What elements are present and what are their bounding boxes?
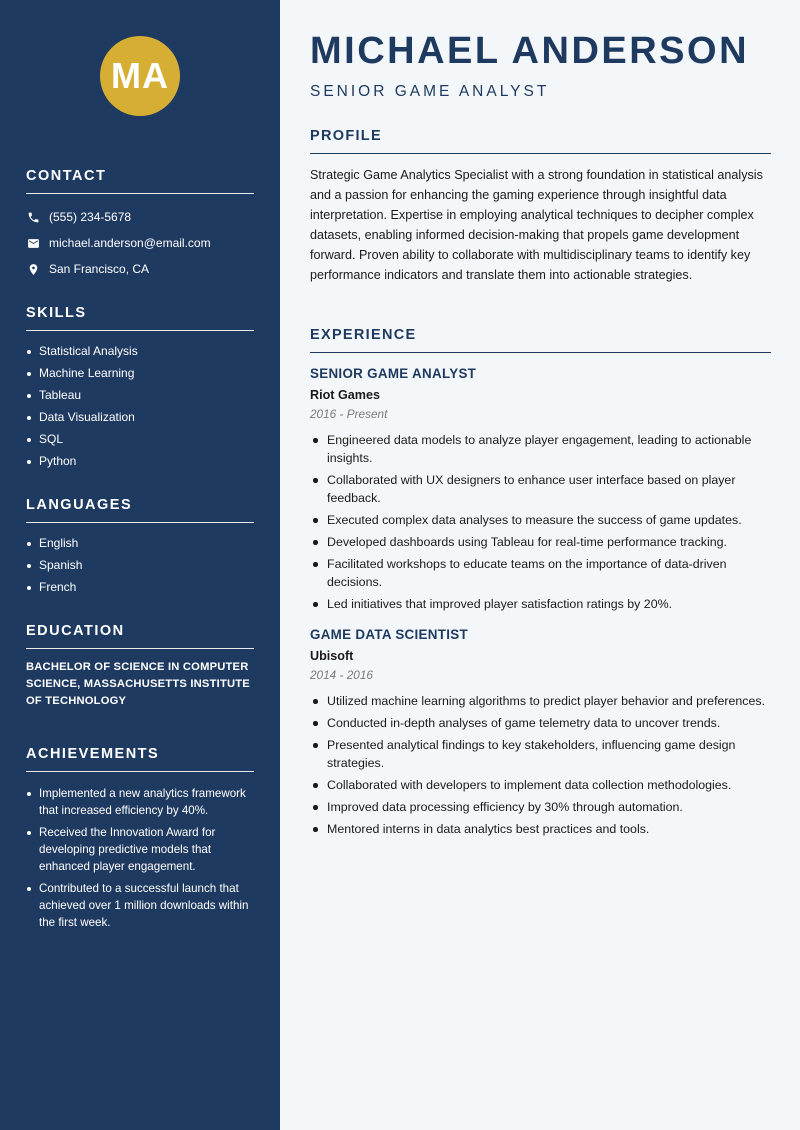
contact-list xyxy=(26,204,254,282)
contact-heading: CONTACT xyxy=(26,168,107,184)
job-bullet: Collaborated with developers to implement data collection methodologies. xyxy=(310,776,771,794)
job-bullet: Mentored interns in data analytics best practices and tools. xyxy=(310,820,771,838)
email-text: michael.anderson@email.com xyxy=(49,236,211,250)
achievement-item: Implemented a new analytics framework that increased efficiency by 40%. xyxy=(26,785,254,819)
skill-item: Statistical Analysis xyxy=(26,340,254,362)
achievements-heading: ACHIEVEMENTS xyxy=(26,746,160,762)
language-item: Spanish xyxy=(26,554,254,576)
contact-divider xyxy=(26,193,254,194)
job-bullet: Engineered data models to analyze player engagement, leading to actionable insights. xyxy=(310,431,771,467)
education-degree: BACHELOR OF SCIENCE IN COMPUTER SCIENCE, MASSACHUSETTS INSTITUTE OF TECHNOLOGY xyxy=(26,661,250,707)
education-section xyxy=(26,623,254,710)
achievements-section xyxy=(26,746,254,936)
job-entry xyxy=(310,366,771,613)
phone-text: (555) 234-5678 xyxy=(49,210,132,224)
skills-divider xyxy=(26,330,254,331)
language-item: English xyxy=(26,532,254,554)
skill-item: Machine Learning xyxy=(26,362,254,384)
education-heading: EDUCATION xyxy=(26,623,125,639)
location-text: San Francisco, CA xyxy=(49,262,150,276)
language-item: French xyxy=(26,576,254,598)
achievements-divider xyxy=(26,771,254,772)
achievements-list xyxy=(26,785,254,931)
job-bullets xyxy=(310,692,771,838)
experience-divider xyxy=(310,352,771,353)
job-bullet: Executed complex data analyses to measure the success of game updates. xyxy=(310,511,771,529)
achievement-item: Contributed to a successful launch that achieved over 1 million downloads within the first week. xyxy=(26,880,254,931)
sidebar xyxy=(0,0,280,1130)
location-pin-icon xyxy=(26,262,40,276)
candidate-name: MICHAEL ANDERSON xyxy=(310,30,750,72)
job-bullet: Improved data processing efficiency by 30% through automation. xyxy=(310,798,771,816)
avatar: MA xyxy=(100,36,180,116)
languages-list xyxy=(26,532,254,598)
candidate-title: SENIOR GAME ANALYST xyxy=(310,83,550,100)
skill-item: Tableau xyxy=(26,384,254,406)
education-divider xyxy=(26,648,254,649)
job-title: SENIOR GAME ANALYST xyxy=(310,366,477,381)
experience-heading: EXPERIENCE xyxy=(310,327,417,343)
job-entry xyxy=(310,627,771,838)
main-content xyxy=(280,0,800,1130)
profile-section xyxy=(310,128,771,285)
profile-text: Strategic Game Analytics Specialist with a strong foundation in statistical analysis and a passion for enhancing the gaming experience through insightful data interpretation. Expertise in employing analytical techniques to decipher complex datasets, enabling informed decision-making that propels game development forward. Proven ability to collaborate with multidisciplinary teams to identify key performance indicators and translate them into actionable strategies. xyxy=(310,168,763,282)
skills-section xyxy=(26,305,254,472)
job-bullet: Collaborated with UX designers to enhance user interface based on player feedback. xyxy=(310,471,771,507)
job-bullets xyxy=(310,431,771,613)
job-bullet: Led initiatives that improved player satisfaction ratings by 20%. xyxy=(310,595,771,613)
languages-section xyxy=(26,497,254,598)
experience-section xyxy=(310,327,771,842)
profile-divider xyxy=(310,153,771,154)
skill-item: Python xyxy=(26,450,254,472)
contact-phone xyxy=(26,204,254,230)
skills-list xyxy=(26,340,254,472)
job-bullet: Developed dashboards using Tableau for real-time performance tracking. xyxy=(310,533,771,551)
contact-email xyxy=(26,230,254,256)
job-bullet: Facilitated workshops to educate teams on the importance of data-driven decisions. xyxy=(310,555,771,591)
achievement-item: Received the Innovation Award for developing predictive models that enhanced player engagement. xyxy=(26,824,254,875)
job-company: Riot Games xyxy=(310,388,380,402)
skills-heading: SKILLS xyxy=(26,305,87,321)
job-bullet: Presented analytical findings to key stakeholders, influencing game design strategies. xyxy=(310,736,771,772)
job-bullet: Utilized machine learning algorithms to predict player behavior and preferences. xyxy=(310,692,771,710)
phone-icon xyxy=(26,210,40,224)
job-title: GAME DATA SCIENTIST xyxy=(310,627,468,642)
job-dates: 2016 - Present xyxy=(310,407,388,421)
mail-icon xyxy=(26,236,40,250)
job-company: Ubisoft xyxy=(310,649,354,663)
languages-divider xyxy=(26,522,254,523)
job-dates: 2014 - 2016 xyxy=(310,668,373,682)
languages-heading: LANGUAGES xyxy=(26,497,133,513)
contact-section xyxy=(26,168,254,282)
skill-item: Data Visualization xyxy=(26,406,254,428)
job-bullet: Conducted in-depth analyses of game telemetry data to uncover trends. xyxy=(310,714,771,732)
skill-item: SQL xyxy=(26,428,254,450)
contact-location xyxy=(26,256,254,282)
profile-heading: PROFILE xyxy=(310,128,382,144)
